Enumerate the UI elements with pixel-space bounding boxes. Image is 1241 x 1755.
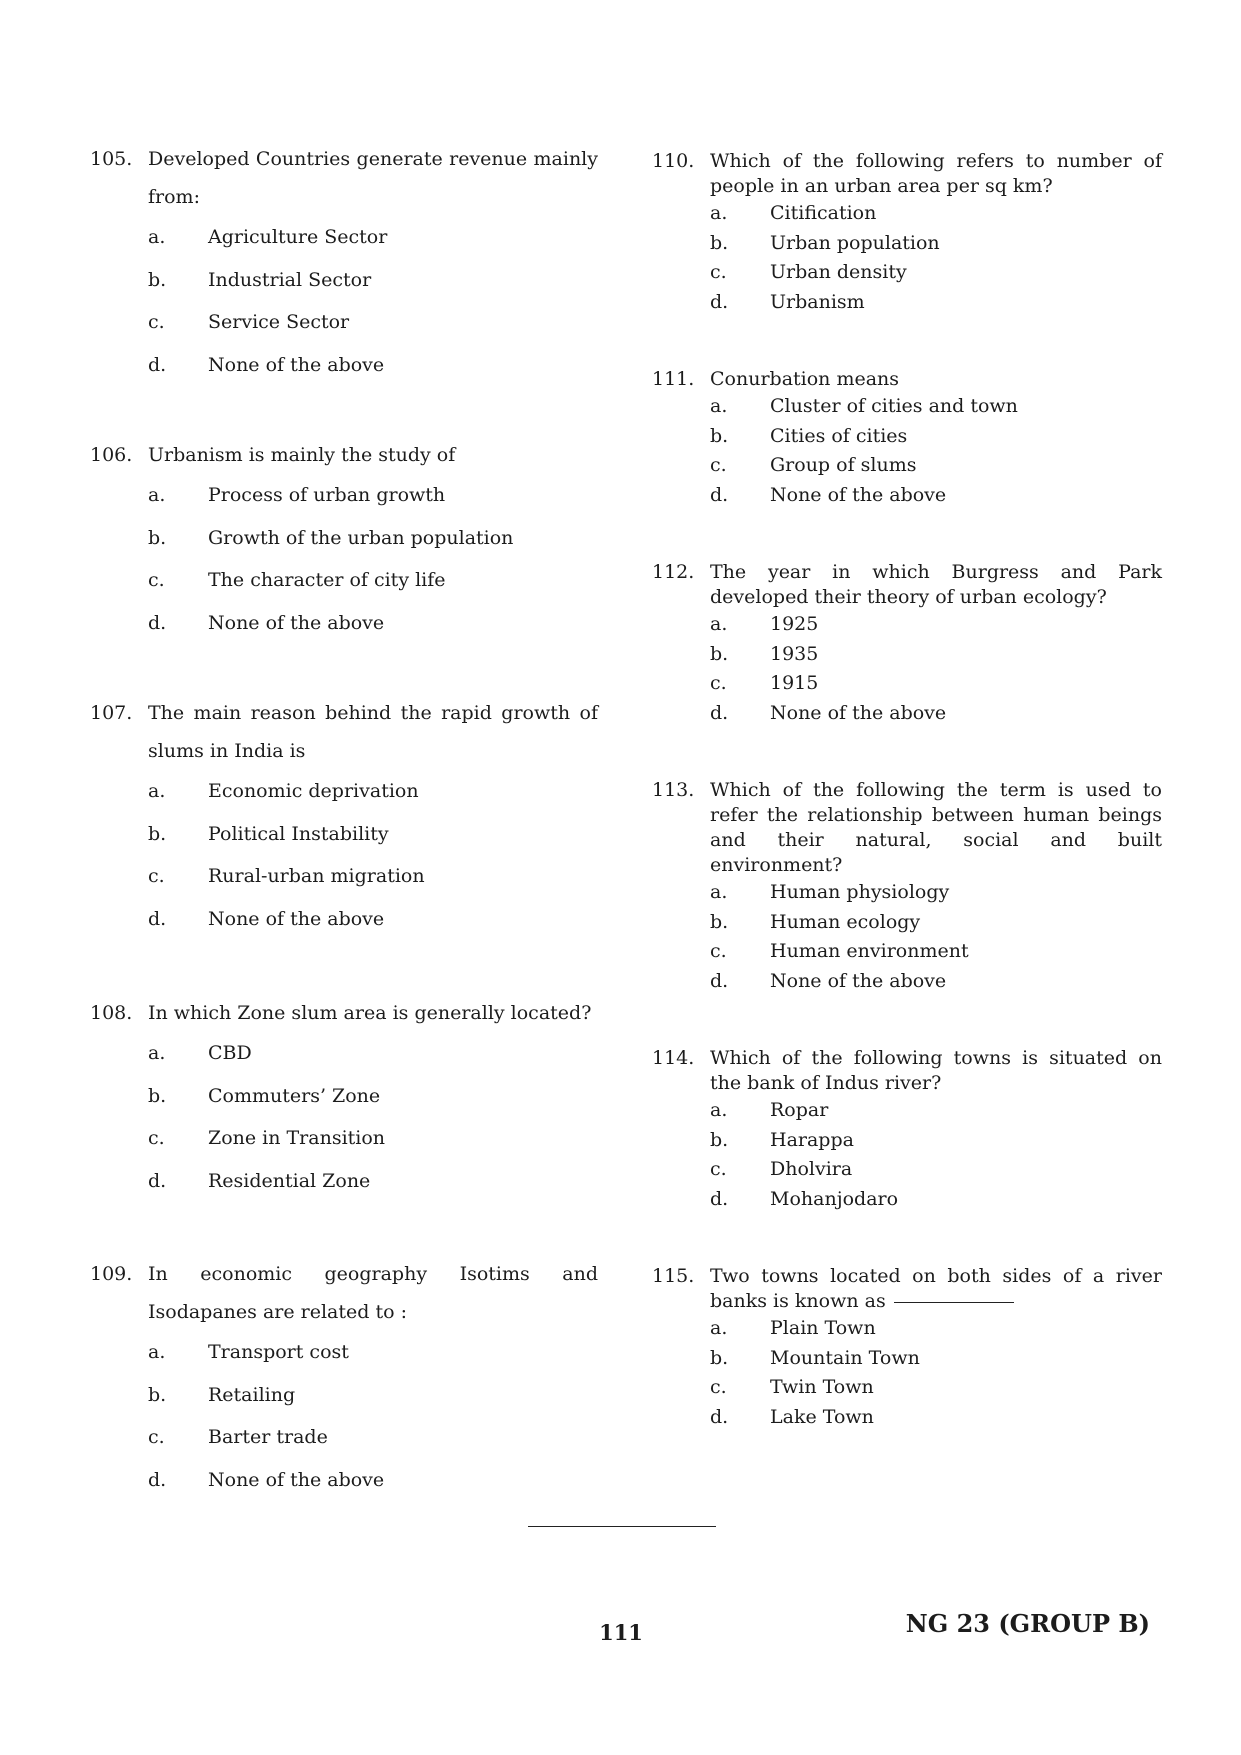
option-letter: d. — [710, 969, 729, 992]
option-text: Rural-urban migration — [208, 865, 425, 887]
question-number: 114. — [652, 1047, 695, 1069]
option-b — [148, 813, 598, 856]
question-105 — [90, 140, 598, 386]
option-text: Mountain Town — [770, 1346, 920, 1369]
option-letter: c. — [710, 672, 727, 694]
option-letter: d. — [148, 353, 167, 376]
question-text-wrapper — [710, 778, 1162, 878]
question-header — [652, 149, 1162, 199]
option-letter: b. — [148, 526, 167, 549]
option-letter: b. — [148, 268, 167, 291]
option-text: None of the above — [208, 353, 385, 376]
option-c — [148, 1416, 598, 1459]
option-text: Mohanjodaro — [770, 1187, 899, 1210]
option-d — [710, 1403, 1162, 1433]
option-text: Ropar — [770, 1099, 829, 1121]
question-number: 108. — [90, 1002, 133, 1024]
question-number: 109. — [90, 1263, 133, 1285]
option-text: Barter trade — [208, 1426, 328, 1448]
option-a — [710, 392, 1162, 422]
option-a — [710, 1314, 1162, 1344]
option-letter: c. — [148, 1426, 165, 1448]
option-letter: d. — [710, 290, 729, 313]
options-list — [148, 216, 598, 386]
question-text-wrapper — [148, 694, 598, 770]
option-letter: a. — [710, 395, 728, 417]
option-text: Plain Town — [770, 1317, 876, 1339]
option-letter: c. — [148, 311, 165, 333]
question-number: 112. — [652, 561, 695, 583]
option-c — [710, 669, 1162, 699]
option-text: None of the above — [208, 611, 385, 634]
option-letter: c. — [148, 865, 165, 887]
options-list — [148, 474, 598, 644]
question-number: 106. — [90, 444, 133, 466]
option-text: Human ecology — [770, 910, 921, 933]
option-a — [710, 878, 1162, 908]
option-b — [148, 259, 598, 302]
end-of-section-rule — [528, 1526, 716, 1527]
question-106 — [90, 436, 598, 644]
option-text: Citification — [770, 202, 877, 224]
option-a — [710, 199, 1162, 229]
option-letter: d. — [148, 907, 167, 930]
option-text: Lake Town — [770, 1405, 874, 1428]
option-text: Group of slums — [770, 454, 917, 476]
paper-code: NG 23 (GROUP B) — [905, 1609, 1150, 1638]
option-letter: a. — [148, 226, 166, 248]
option-a — [148, 770, 598, 813]
option-b — [148, 517, 598, 560]
question-text: Conurbation means — [710, 368, 900, 390]
option-letter: c. — [710, 1376, 727, 1398]
option-letter: c. — [148, 1127, 165, 1149]
option-letter: a. — [148, 484, 166, 506]
option-text: Human physiology — [770, 881, 950, 903]
option-text: Urbanism — [770, 290, 865, 313]
option-text: Industrial Sector — [208, 268, 372, 291]
option-d — [148, 344, 598, 387]
option-text: None of the above — [208, 1468, 385, 1491]
option-b — [710, 422, 1162, 452]
answer-blank-line — [894, 1302, 1014, 1303]
option-text: None of the above — [770, 701, 947, 724]
question-header — [652, 1264, 1162, 1314]
option-text: Political Instability — [208, 822, 389, 845]
option-letter: c. — [148, 569, 165, 591]
option-text: Economic deprivation — [208, 780, 419, 802]
question-number: 113. — [652, 779, 695, 801]
question-number: 110. — [652, 150, 695, 172]
option-letter: b. — [148, 822, 167, 845]
option-d — [148, 898, 598, 941]
option-letter: a. — [710, 1099, 728, 1121]
option-letter: c. — [710, 1158, 727, 1180]
option-a — [148, 1331, 598, 1374]
option-letter: d. — [710, 701, 729, 724]
question-header — [90, 694, 598, 770]
option-a — [710, 1096, 1162, 1126]
option-c — [710, 1373, 1162, 1403]
question-number: 115. — [652, 1265, 695, 1287]
options-list — [148, 1032, 598, 1202]
option-b — [710, 1344, 1162, 1374]
option-text: Retailing — [208, 1383, 296, 1406]
question-number: 111. — [652, 368, 695, 390]
option-text: Service Sector — [208, 311, 350, 333]
question-header — [90, 994, 598, 1032]
question-111 — [652, 367, 1162, 510]
question-113 — [652, 778, 1162, 996]
question-text: Which of the following refers to number of people in an urban area per sq km? — [710, 150, 1162, 197]
option-letter: d. — [710, 1405, 729, 1428]
question-109 — [90, 1255, 598, 1501]
option-text: Process of urban growth — [208, 484, 446, 506]
question-header — [652, 778, 1162, 878]
option-c — [148, 559, 598, 602]
question-112 — [652, 560, 1162, 728]
option-b — [710, 908, 1162, 938]
option-text: Twin Town — [770, 1376, 874, 1398]
options-list — [710, 199, 1162, 317]
option-letter: b. — [710, 231, 729, 254]
option-text: Commuters’ Zone — [208, 1084, 381, 1107]
question-text-wrapper — [148, 994, 598, 1032]
options-list — [710, 610, 1162, 728]
question-number: 107. — [90, 702, 133, 724]
option-b — [710, 640, 1162, 670]
option-c — [710, 258, 1162, 288]
option-text: The character of city life — [208, 569, 446, 591]
question-114 — [652, 1046, 1162, 1214]
options-list — [710, 878, 1162, 996]
option-b — [710, 229, 1162, 259]
option-c — [148, 1117, 598, 1160]
option-letter: b. — [710, 1346, 729, 1369]
option-d — [710, 967, 1162, 997]
question-text: Which of the following towns is situated on the bank of Indus river? — [710, 1047, 1162, 1094]
option-c — [710, 451, 1162, 481]
question-text: Developed Countries generate revenue mainly from: — [148, 148, 598, 208]
option-a — [148, 1032, 598, 1075]
option-letter: b. — [710, 910, 729, 933]
option-text: 1915 — [770, 672, 819, 694]
option-text: Transport cost — [208, 1341, 349, 1363]
question-header — [652, 367, 1162, 392]
option-letter: a. — [148, 1042, 166, 1064]
option-text: 1935 — [770, 642, 819, 665]
option-text: Residential Zone — [208, 1169, 371, 1192]
question-108 — [90, 994, 598, 1202]
option-letter: d. — [710, 483, 729, 506]
option-letter: b. — [710, 424, 729, 447]
option-text: Cluster of cities and town — [770, 395, 1018, 417]
option-text: CBD — [208, 1042, 252, 1064]
option-letter: b. — [148, 1084, 167, 1107]
option-d — [148, 602, 598, 645]
option-text: Human environment — [770, 940, 969, 962]
option-letter: a. — [710, 1317, 728, 1339]
option-d — [148, 1459, 598, 1502]
question-header — [90, 1255, 598, 1331]
option-text: None of the above — [770, 483, 947, 506]
option-letter: a. — [148, 780, 166, 802]
question-107 — [90, 694, 598, 940]
question-110 — [652, 149, 1162, 317]
question-header — [90, 436, 598, 474]
option-a — [148, 216, 598, 259]
option-letter: a. — [710, 202, 728, 224]
option-c — [710, 937, 1162, 967]
question-number: 105. — [90, 148, 133, 170]
question-text: Which of the following the term is used to refer the relationship between human beings and their natural, social and built environment? — [710, 779, 1162, 876]
question-text: In economic geography Isotims and Isodapanes are related to : — [148, 1263, 598, 1323]
option-a — [148, 474, 598, 517]
options-list — [710, 392, 1162, 510]
question-text-wrapper — [710, 367, 1162, 392]
option-letter: c. — [710, 454, 727, 476]
option-text: Harappa — [770, 1128, 854, 1151]
option-b — [710, 1126, 1162, 1156]
question-text-wrapper — [148, 1255, 598, 1331]
question-text: Two towns located on both sides of a river banks is known as — [710, 1265, 1162, 1312]
option-b — [148, 1374, 598, 1417]
option-d — [710, 1185, 1162, 1215]
option-text: None of the above — [208, 907, 385, 930]
option-letter: c. — [710, 940, 727, 962]
question-header — [652, 1046, 1162, 1096]
option-letter: d. — [148, 611, 167, 634]
option-b — [148, 1075, 598, 1118]
question-text: The year in which Burgress and Park developed their theory of urban ecology? — [710, 561, 1162, 608]
option-text: Urban density — [770, 261, 907, 283]
option-text: None of the above — [770, 969, 947, 992]
option-letter: a. — [710, 613, 728, 635]
option-letter: a. — [710, 881, 728, 903]
question-header — [652, 560, 1162, 610]
question-text: The main reason behind the rapid growth of slums in India is — [148, 702, 598, 762]
option-c — [148, 855, 598, 898]
question-text: Urbanism is mainly the study of — [148, 444, 456, 466]
options-list — [148, 770, 598, 940]
option-d — [148, 1160, 598, 1203]
option-a — [710, 610, 1162, 640]
option-text: 1925 — [770, 613, 819, 635]
question-text-wrapper — [148, 140, 598, 216]
option-letter: c. — [710, 261, 727, 283]
question-header — [90, 140, 598, 216]
option-d — [710, 481, 1162, 511]
option-letter: b. — [710, 1128, 729, 1151]
option-text: Growth of the urban population — [208, 526, 514, 549]
page-number: 111 — [599, 1620, 643, 1645]
option-text: Urban population — [770, 231, 940, 254]
option-text: Dholvira — [770, 1158, 853, 1180]
question-text-wrapper — [710, 149, 1162, 199]
option-text: Cities of cities — [770, 424, 908, 447]
option-text: Zone in Transition — [208, 1127, 386, 1149]
question-text-wrapper — [710, 560, 1162, 610]
option-letter: d. — [148, 1169, 167, 1192]
option-text: Agriculture Sector — [208, 226, 388, 248]
option-c — [148, 301, 598, 344]
option-letter: a. — [148, 1341, 166, 1363]
option-d — [710, 288, 1162, 318]
option-letter: b. — [148, 1383, 167, 1406]
options-list — [710, 1314, 1162, 1432]
options-list — [148, 1331, 598, 1501]
question-text: In which Zone slum area is generally located? — [148, 1002, 592, 1024]
option-letter: d. — [148, 1468, 167, 1491]
option-letter: d. — [710, 1187, 729, 1210]
question-text-wrapper — [710, 1264, 1162, 1314]
question-text-wrapper — [710, 1046, 1162, 1096]
question-text-wrapper — [148, 436, 598, 474]
question-115 — [652, 1264, 1162, 1432]
option-letter: b. — [710, 642, 729, 665]
option-d — [710, 699, 1162, 729]
option-c — [710, 1155, 1162, 1185]
options-list — [710, 1096, 1162, 1214]
